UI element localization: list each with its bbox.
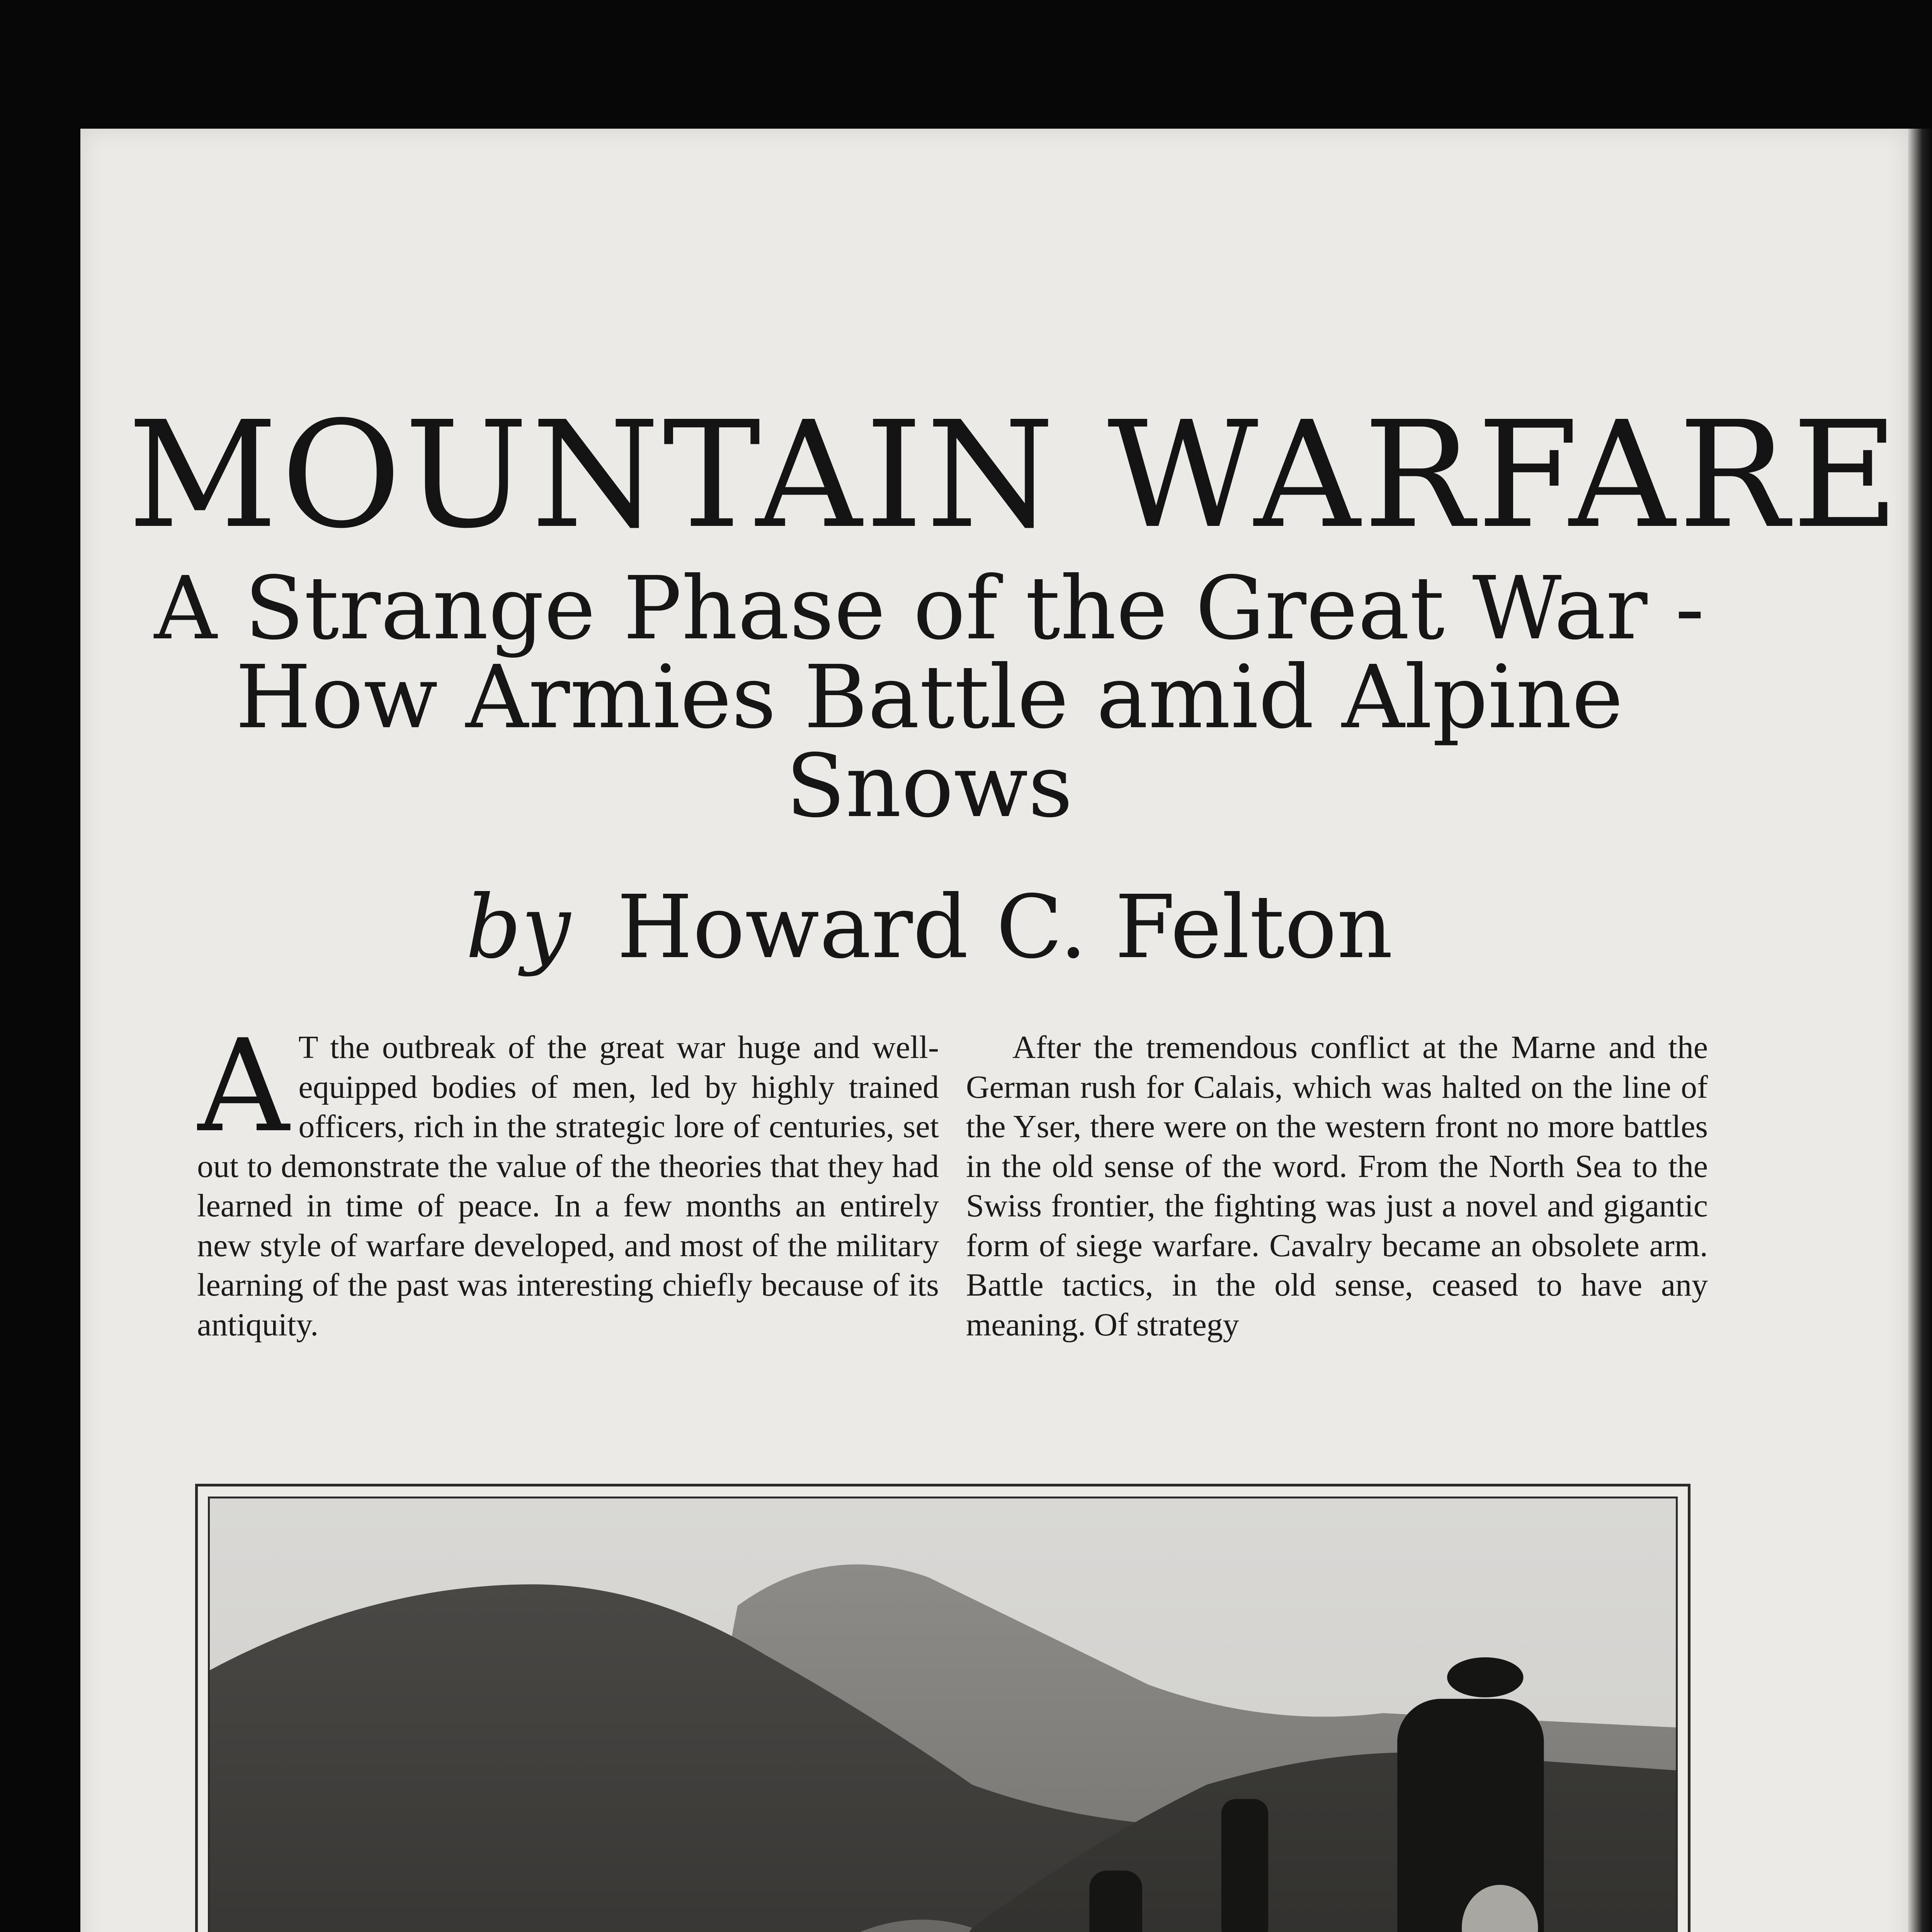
column-right-text: After the tremendous conflict at the Marne and the German rush for Calais, which was halted on the line of the Yser, there were on the western front no more battles in the old sense of the word. From the North Sea to the Swiss frontier, the fighting was just a novel and gigantic form of siege warfare. Cavalry became an obsolete arm. Battle tactics, in the old sense, ceased to have any meaning. Of strategy <box>966 1029 1708 1343</box>
article-subtitle: A Strange Phase of the Great War -How Armies Battle amid Alpine Snows <box>154 558 1705 837</box>
article-byline <box>128 877 1731 978</box>
article-column-right <box>966 1028 1708 1445</box>
drop-cap: A <box>197 1028 289 1160</box>
mountain-battery-photo <box>210 1498 1676 1932</box>
article-title: MOUNTAIN WARFARE <box>128 389 1902 561</box>
byline-prefix: by <box>466 877 571 978</box>
photo-frame <box>195 1484 1690 1932</box>
column-left-text: T the outbreak of the great war huge and well-equipped bodies of men, led by highly trained officers, rich in the strategic lore of centuries, set out to demonstrate the value of the theories that they had learned in time of peace. In a few months an entirely new style of warfare developed, and most of the military learning of the past was interesting chiefly because of its antiquity. <box>197 1029 939 1343</box>
author-name: Howard C. Felton <box>617 877 1393 978</box>
article-column-left <box>197 1028 939 1445</box>
photo <box>208 1497 1678 1932</box>
page-gutter-shadow <box>1908 129 1932 1932</box>
